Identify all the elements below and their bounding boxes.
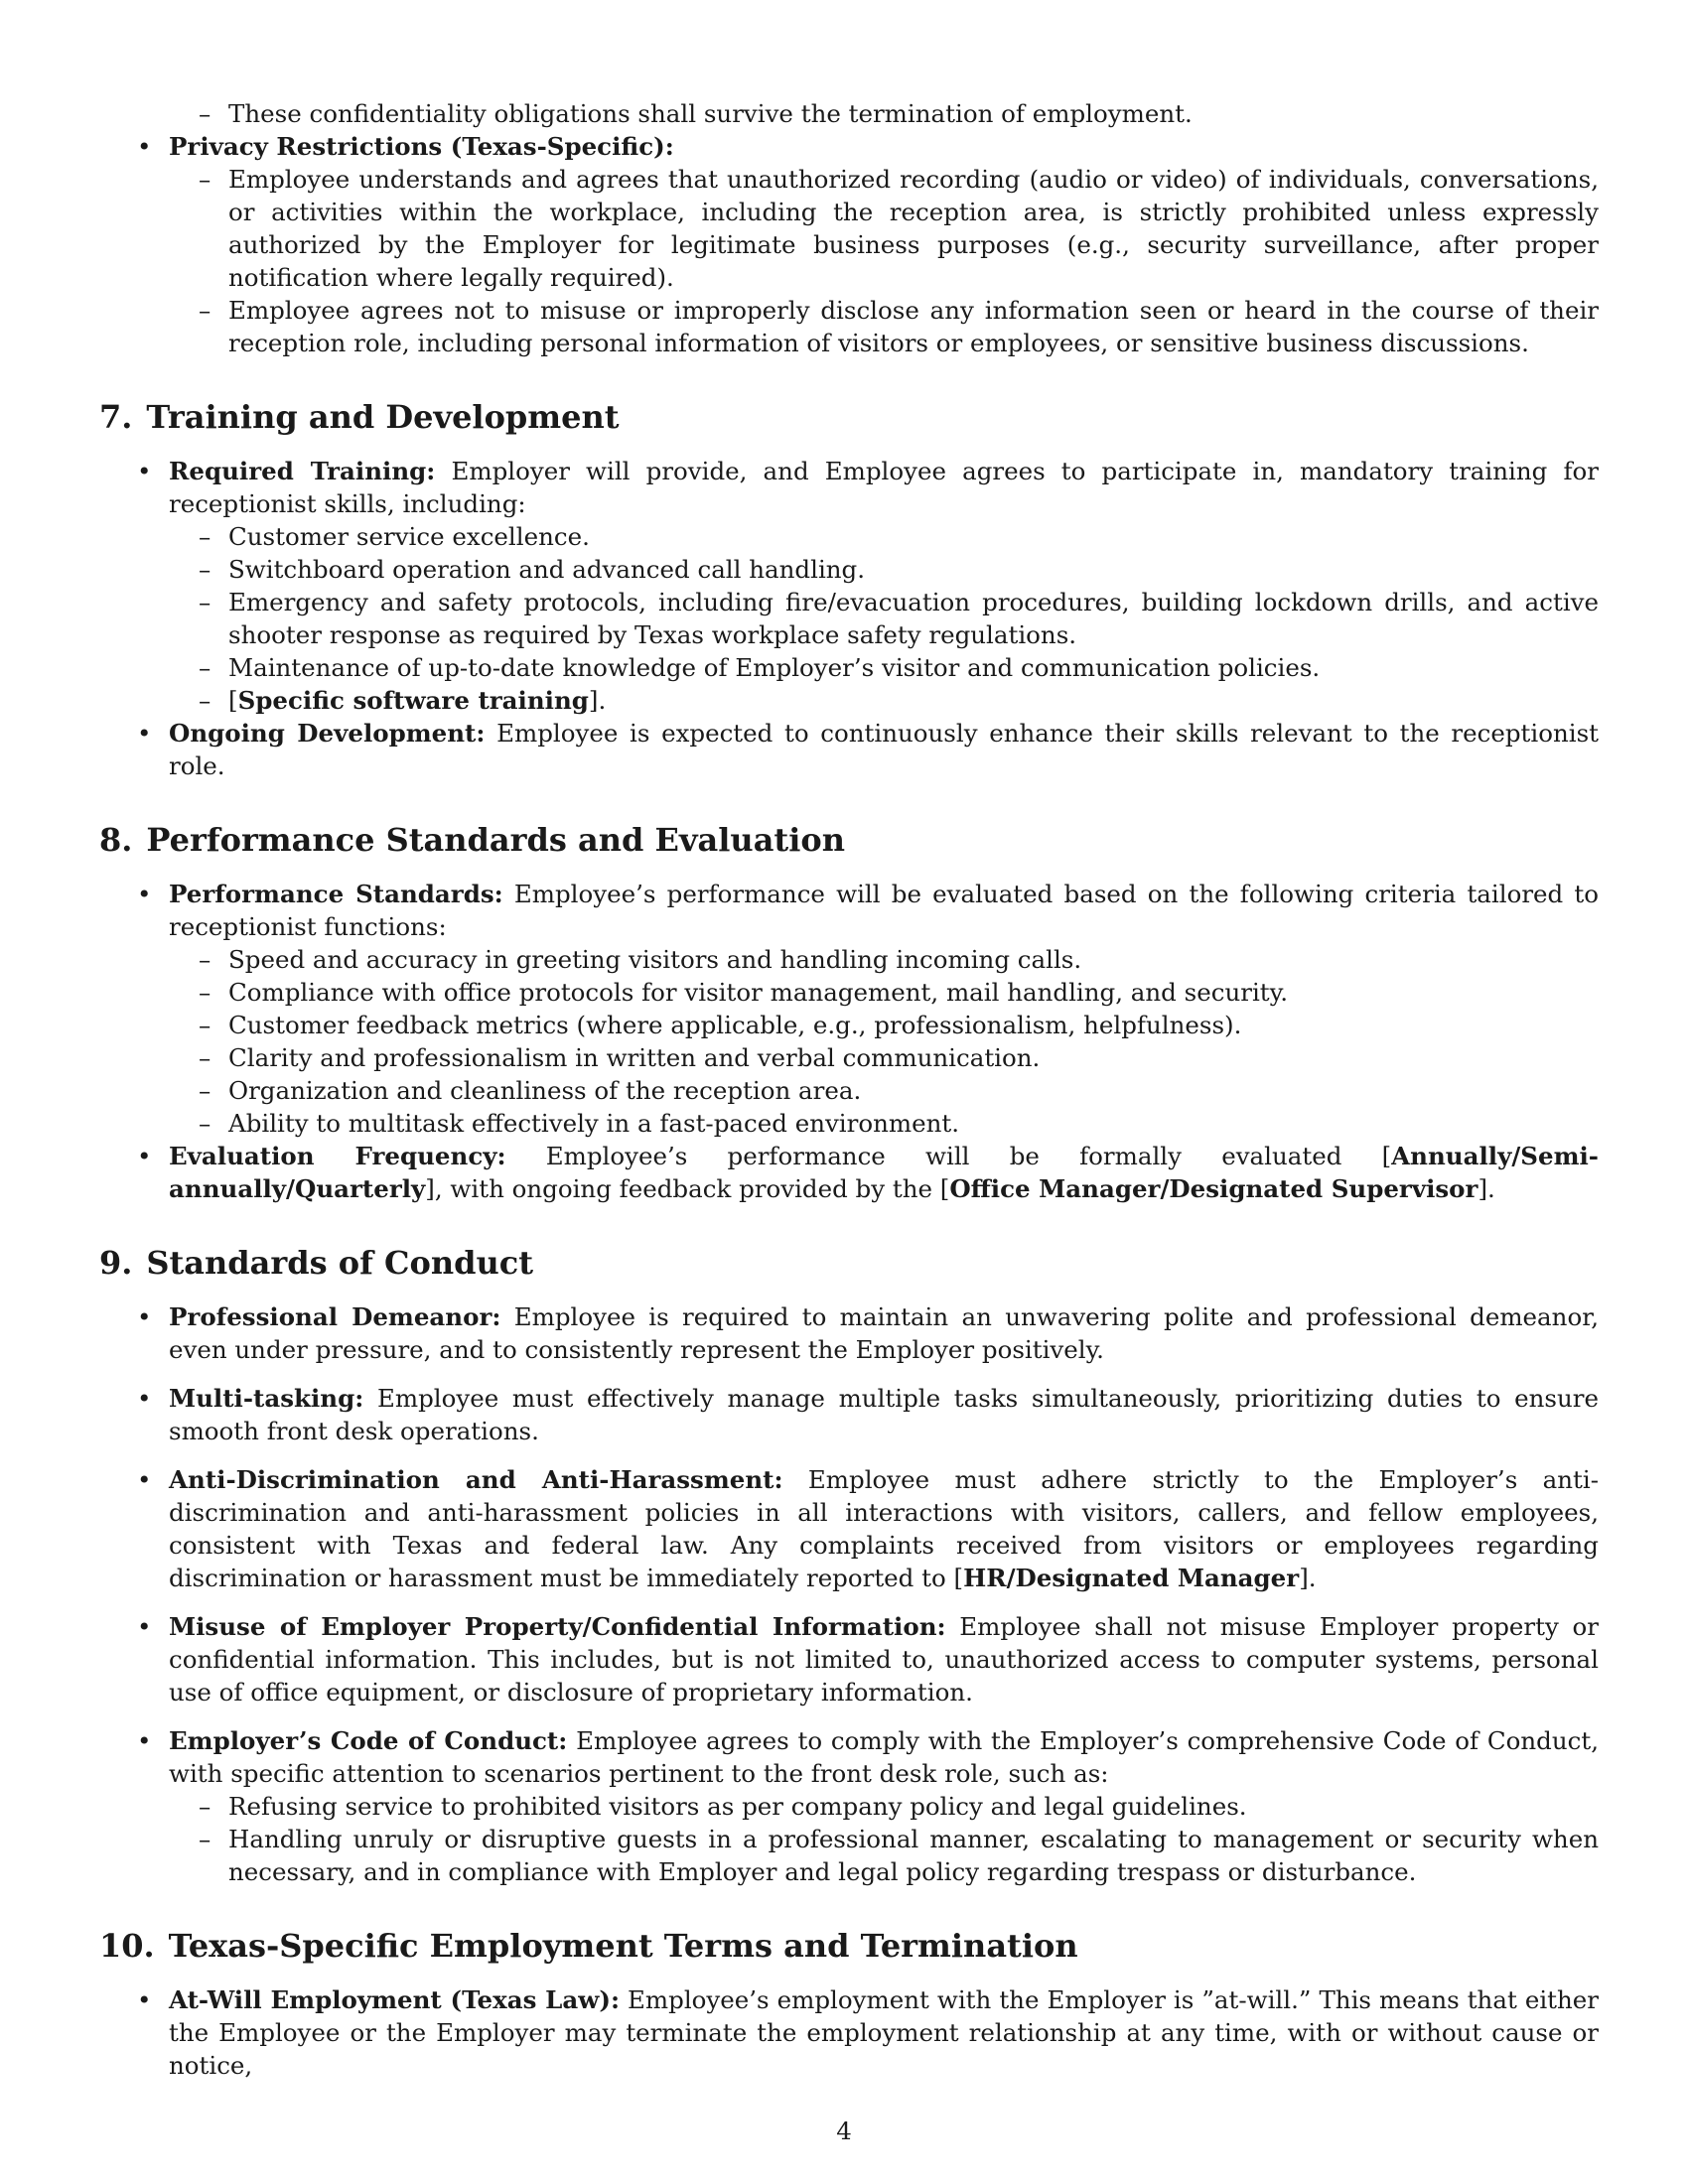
list-item: – Clarity and professionalism in written and verbal communication. bbox=[169, 1041, 1599, 1074]
section-number: 7. bbox=[99, 398, 133, 436]
performance-standards-item bbox=[99, 878, 1599, 1140]
section-7-heading bbox=[99, 397, 1599, 437]
list-item: – Customer feedback metrics (where applicable, e.g., professionalism, helpfulness). bbox=[169, 1009, 1599, 1041]
item-text: Employee must adhere strictly to the Employer’s anti-discrimination and anti-harassment policies in all interactions with visitors, callers, and fellow employees, consistent with Texas and federal law. Any complaints received from visitors or employees regarding discrimination or harassment must be immediately reported to [ bbox=[169, 1465, 1600, 1592]
section-9-list bbox=[99, 1300, 1599, 1888]
item-text: ], with ongoing feedback provided by the [ bbox=[425, 1174, 950, 1203]
continuation-wrapper bbox=[99, 97, 1599, 130]
list-item: – Customer service excellence. bbox=[169, 520, 1599, 553]
item-label: Employer’s Code of Conduct: bbox=[169, 1726, 568, 1755]
training-sublist bbox=[99, 520, 1599, 717]
item-label: At-Will Employment (Texas Law): bbox=[169, 1985, 620, 2014]
item-text: Employee must effectively manage multiple tasks simultaneously, prioritizing duties to ensure smooth front desk operations. bbox=[169, 1384, 1599, 1445]
criteria-sublist bbox=[99, 943, 1599, 1140]
section-7-list bbox=[99, 455, 1599, 782]
item-text: Employer will provide, and Employee agrees to participate in, mandatory training for receptionist skills, including: bbox=[169, 457, 1599, 518]
privacy-heading: Privacy Restrictions (Texas-Specific): bbox=[169, 132, 674, 161]
section-title: Training and Development bbox=[146, 398, 620, 436]
anti-discrimination-item bbox=[99, 1463, 1599, 1594]
placeholder-text: Specific software training bbox=[237, 686, 589, 715]
document-page bbox=[99, 97, 1599, 2082]
page-number: 4 bbox=[836, 2116, 852, 2145]
list-item bbox=[169, 684, 1599, 717]
privacy-block bbox=[99, 97, 1599, 130]
item-label: Evaluation Frequency: bbox=[169, 1142, 506, 1170]
item-text: Employee shall not misuse Employer property or confidential information. This includes, but is not limited to, unauthorized access to computer systems, personal use of office equipment, or disclosure of proprietary information. bbox=[169, 1612, 1599, 1706]
list-item: – Handling unruly or disruptive guests in a professional manner, escalating to management or security when necessary, and in compliance with Employer and legal policy regarding trespass or disturbance. bbox=[169, 1823, 1599, 1888]
section-9-heading bbox=[99, 1243, 1599, 1283]
privacy-list bbox=[99, 130, 1599, 359]
list-item: – Switchboard operation and advanced call handling. bbox=[169, 553, 1599, 586]
item-label: Multi-tasking: bbox=[169, 1384, 364, 1413]
section-title: Performance Standards and Evaluation bbox=[146, 821, 845, 859]
section-10-heading bbox=[99, 1926, 1599, 1966]
item-label: Required Training: bbox=[169, 457, 436, 485]
item-text: ]. bbox=[1477, 1174, 1495, 1203]
list-item: – Refusing service to prohibited visitors as per company policy and legal guidelines. bbox=[169, 1790, 1599, 1823]
section-10-list bbox=[99, 1983, 1599, 2082]
list-item: – Speed and accuracy in greeting visitors and handling incoming calls. bbox=[169, 943, 1599, 976]
section-number: 10. bbox=[99, 1927, 155, 1965]
misuse-property-item bbox=[99, 1610, 1599, 1708]
item-text: Employee’s employment with the Employer is ”at-will.” This means that either the Employee or the Employer may terminate the employment relationship at any time, with or without cause or notice, bbox=[169, 1985, 1599, 2080]
item-label: Anti-Discrimination and Anti-Harassment: bbox=[169, 1465, 783, 1494]
multi-tasking-item bbox=[99, 1382, 1599, 1447]
list-item: – Compliance with office protocols for visitor management, mail handling, and security. bbox=[169, 976, 1599, 1009]
privacy-sublist bbox=[99, 163, 1599, 359]
item-label: Ongoing Development: bbox=[169, 719, 486, 748]
section-8-list bbox=[99, 878, 1599, 1205]
item-text: Employee agrees to comply with the Employer’s comprehensive Code of Conduct, with specific attention to scenarios pertinent to the front desk role, such as: bbox=[169, 1726, 1599, 1788]
item-label: Professional Demeanor: bbox=[169, 1302, 501, 1331]
item-text: Employee is required to maintain an unwavering polite and professional demeanor, even under pressure, and to consistently represent the Employer positively. bbox=[169, 1302, 1599, 1364]
code-of-conduct-item bbox=[99, 1724, 1599, 1888]
section-title: Standards of Conduct bbox=[146, 1244, 534, 1282]
at-will-employment-item bbox=[99, 1983, 1599, 2082]
list-item: – Emergency and safety protocols, including fire/evacuation procedures, building lockdown drills, and active shooter response as required by Texas workplace safety regulations. bbox=[169, 586, 1599, 651]
list-item: – Employee understands and agrees that unauthorized recording (audio or video) of individuals, conversations, or activities within the workplace, including the reception area, is strictly prohibited unless expressly authorized by the Employer for legitimate business purposes (e.g., security surveillance, after proper notification where legally required). bbox=[169, 163, 1599, 294]
privacy-restrictions-item bbox=[99, 130, 1599, 359]
section-number: 9. bbox=[99, 1244, 133, 1282]
list-item: – Organization and cleanliness of the reception area. bbox=[169, 1074, 1599, 1107]
placeholder-text: HR/Designated Manager bbox=[963, 1564, 1300, 1592]
list-item: – These confidentiality obligations shall survive the termination of employment. bbox=[169, 97, 1599, 130]
item-text: Employee’s performance will be evaluated based on the following criteria tailored to receptionist functions: bbox=[169, 880, 1600, 941]
evaluation-frequency-item bbox=[99, 1140, 1599, 1205]
required-training-item bbox=[99, 455, 1599, 717]
item-label: Misuse of Employer Property/Confidential Information: bbox=[169, 1612, 946, 1641]
list-item: – Ability to multitask effectively in a fast-paced environment. bbox=[169, 1107, 1599, 1140]
bracket: [ bbox=[228, 686, 238, 715]
list-item: – Maintenance of up-to-date knowledge of Employer’s visitor and communication policies. bbox=[169, 651, 1599, 684]
ongoing-development-item bbox=[99, 717, 1599, 782]
item-text: Employee is expected to continuously enhance their skills relevant to the receptionist role. bbox=[169, 719, 1600, 780]
item-label: Performance Standards: bbox=[169, 880, 503, 908]
placeholder-text: Office Manager/Designated Supervisor bbox=[949, 1174, 1478, 1203]
list-item: – Employee agrees not to misuse or improperly disclose any information seen or heard in the course of their reception role, including personal information of visitors or employees, or sensitive business discussions. bbox=[169, 294, 1599, 359]
professional-demeanor-item bbox=[99, 1300, 1599, 1366]
section-8-heading bbox=[99, 820, 1599, 860]
item-text: Employee’s performance will be formally evaluated [ bbox=[505, 1142, 1392, 1170]
bracket: ]. bbox=[588, 686, 607, 715]
conduct-sublist bbox=[99, 1790, 1599, 1888]
section-title: Texas-Specific Employment Terms and Termination bbox=[168, 1927, 1078, 1965]
section-number: 8. bbox=[99, 821, 133, 859]
continuation-list bbox=[169, 97, 1599, 130]
placeholder-text: Annually/Semi-annually/Quarterly bbox=[169, 1142, 1599, 1203]
item-text: ]. bbox=[1299, 1564, 1317, 1592]
